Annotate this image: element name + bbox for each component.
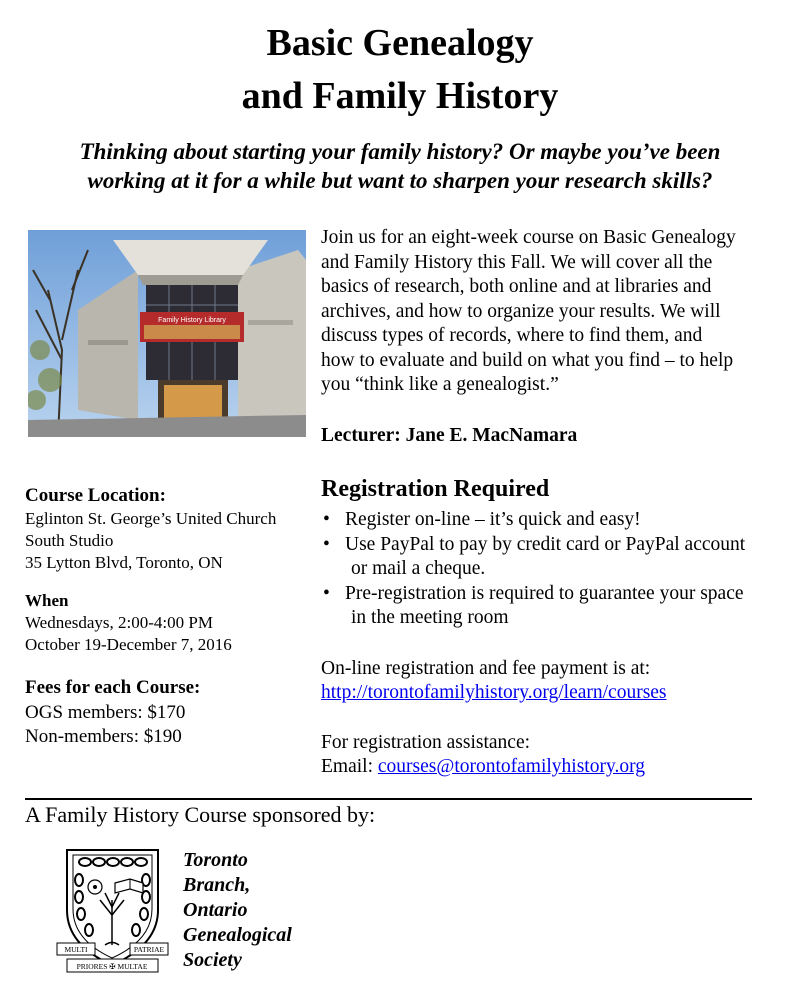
course-description xyxy=(321,226,791,398)
description-line: and Family History this Fall. We will cover all the xyxy=(321,251,713,273)
email-link[interactable]: courses@torontofamilyhistory.org xyxy=(377,756,645,777)
when-line: Wednesdays, 2:00-4:00 PM xyxy=(25,613,213,632)
registration-link[interactable]: http://torontofamilyhistory.org/learn/courses xyxy=(321,682,667,703)
page-title-line2: and Family History xyxy=(241,75,559,117)
description-line: you “think like a genealogist.” xyxy=(321,374,559,395)
page-title-line1: Basic Genealogy xyxy=(266,22,534,64)
divider xyxy=(25,798,752,800)
library-photo xyxy=(28,230,306,437)
list-item xyxy=(321,533,799,582)
list-item-text: Register on-line – it’s quick and easy! xyxy=(345,509,641,530)
email-label: Email: xyxy=(321,756,378,777)
location-line: Eglinton St. George’s United Church xyxy=(25,509,277,528)
list-item-text: Pre-registration is required to guarantee your space xyxy=(345,582,744,604)
bullet: • xyxy=(323,533,330,555)
fees-heading: Fees for each Course: xyxy=(25,677,201,698)
subtitle-line2: working at it for a while but want to sharpen your research skills? xyxy=(87,168,713,193)
list-item-text: Use PayPal to pay by credit card or PayPal account xyxy=(345,533,746,555)
fee-nonmembers: Non-members: $190 xyxy=(25,726,182,747)
lecturer: Lecturer: Jane E. MacNamara xyxy=(321,425,578,446)
list-item-text-cont: or mail a cheque. xyxy=(351,558,486,579)
bullet: • xyxy=(323,582,330,604)
motto-left: MULTI xyxy=(64,945,88,954)
assistance-text: For registration assistance: xyxy=(321,732,531,753)
description-line: Join us for an eight-week course on Basic Genealogy xyxy=(321,227,736,248)
society-crest-icon xyxy=(55,845,170,975)
description-line: archives, and how to organize your results. We will xyxy=(321,300,721,322)
society-name-line: Toronto xyxy=(183,849,248,871)
list-item xyxy=(321,582,799,631)
location-line: South Studio xyxy=(25,531,114,550)
location-line: 35 Lytton Blvd, Toronto, ON xyxy=(25,553,223,572)
when-line: October 19-December 7, 2016 xyxy=(25,635,232,654)
list-item-text-cont: in the meeting room xyxy=(351,607,509,628)
motto-bottom: PRIORES ✠ MULTAE xyxy=(76,962,148,971)
registration-list xyxy=(321,508,799,631)
society-name-line: Branch, xyxy=(183,874,251,896)
email-line xyxy=(321,756,645,778)
subtitle-line1: Thinking about starting your family history? Or maybe you’ve been xyxy=(79,139,721,164)
list-item xyxy=(321,508,799,533)
location-heading: Course Location: xyxy=(25,485,166,506)
online-registration-text: On-line registration and fee payment is at: xyxy=(321,658,651,679)
society-name-line: Genealogical xyxy=(183,924,292,946)
bullet: • xyxy=(323,509,330,530)
banner-text: Family History Library xyxy=(158,317,226,324)
society-name-line: Society xyxy=(183,949,242,971)
society-name-line: Ontario xyxy=(183,899,248,921)
society-name xyxy=(183,848,292,973)
description-line: discuss types of records, where to find them, and xyxy=(321,325,703,346)
description-line: basics of research, both online and at libraries and xyxy=(321,276,712,297)
motto-right: PATRIAE xyxy=(133,945,165,954)
description-line: how to evaluate and build on what you find – to help xyxy=(321,349,734,371)
fee-members: OGS members: $170 xyxy=(25,702,186,723)
sponsor-text: A Family History Course sponsored by: xyxy=(25,802,376,827)
when-heading: When xyxy=(25,591,69,610)
registration-heading: Registration Required xyxy=(321,476,550,502)
